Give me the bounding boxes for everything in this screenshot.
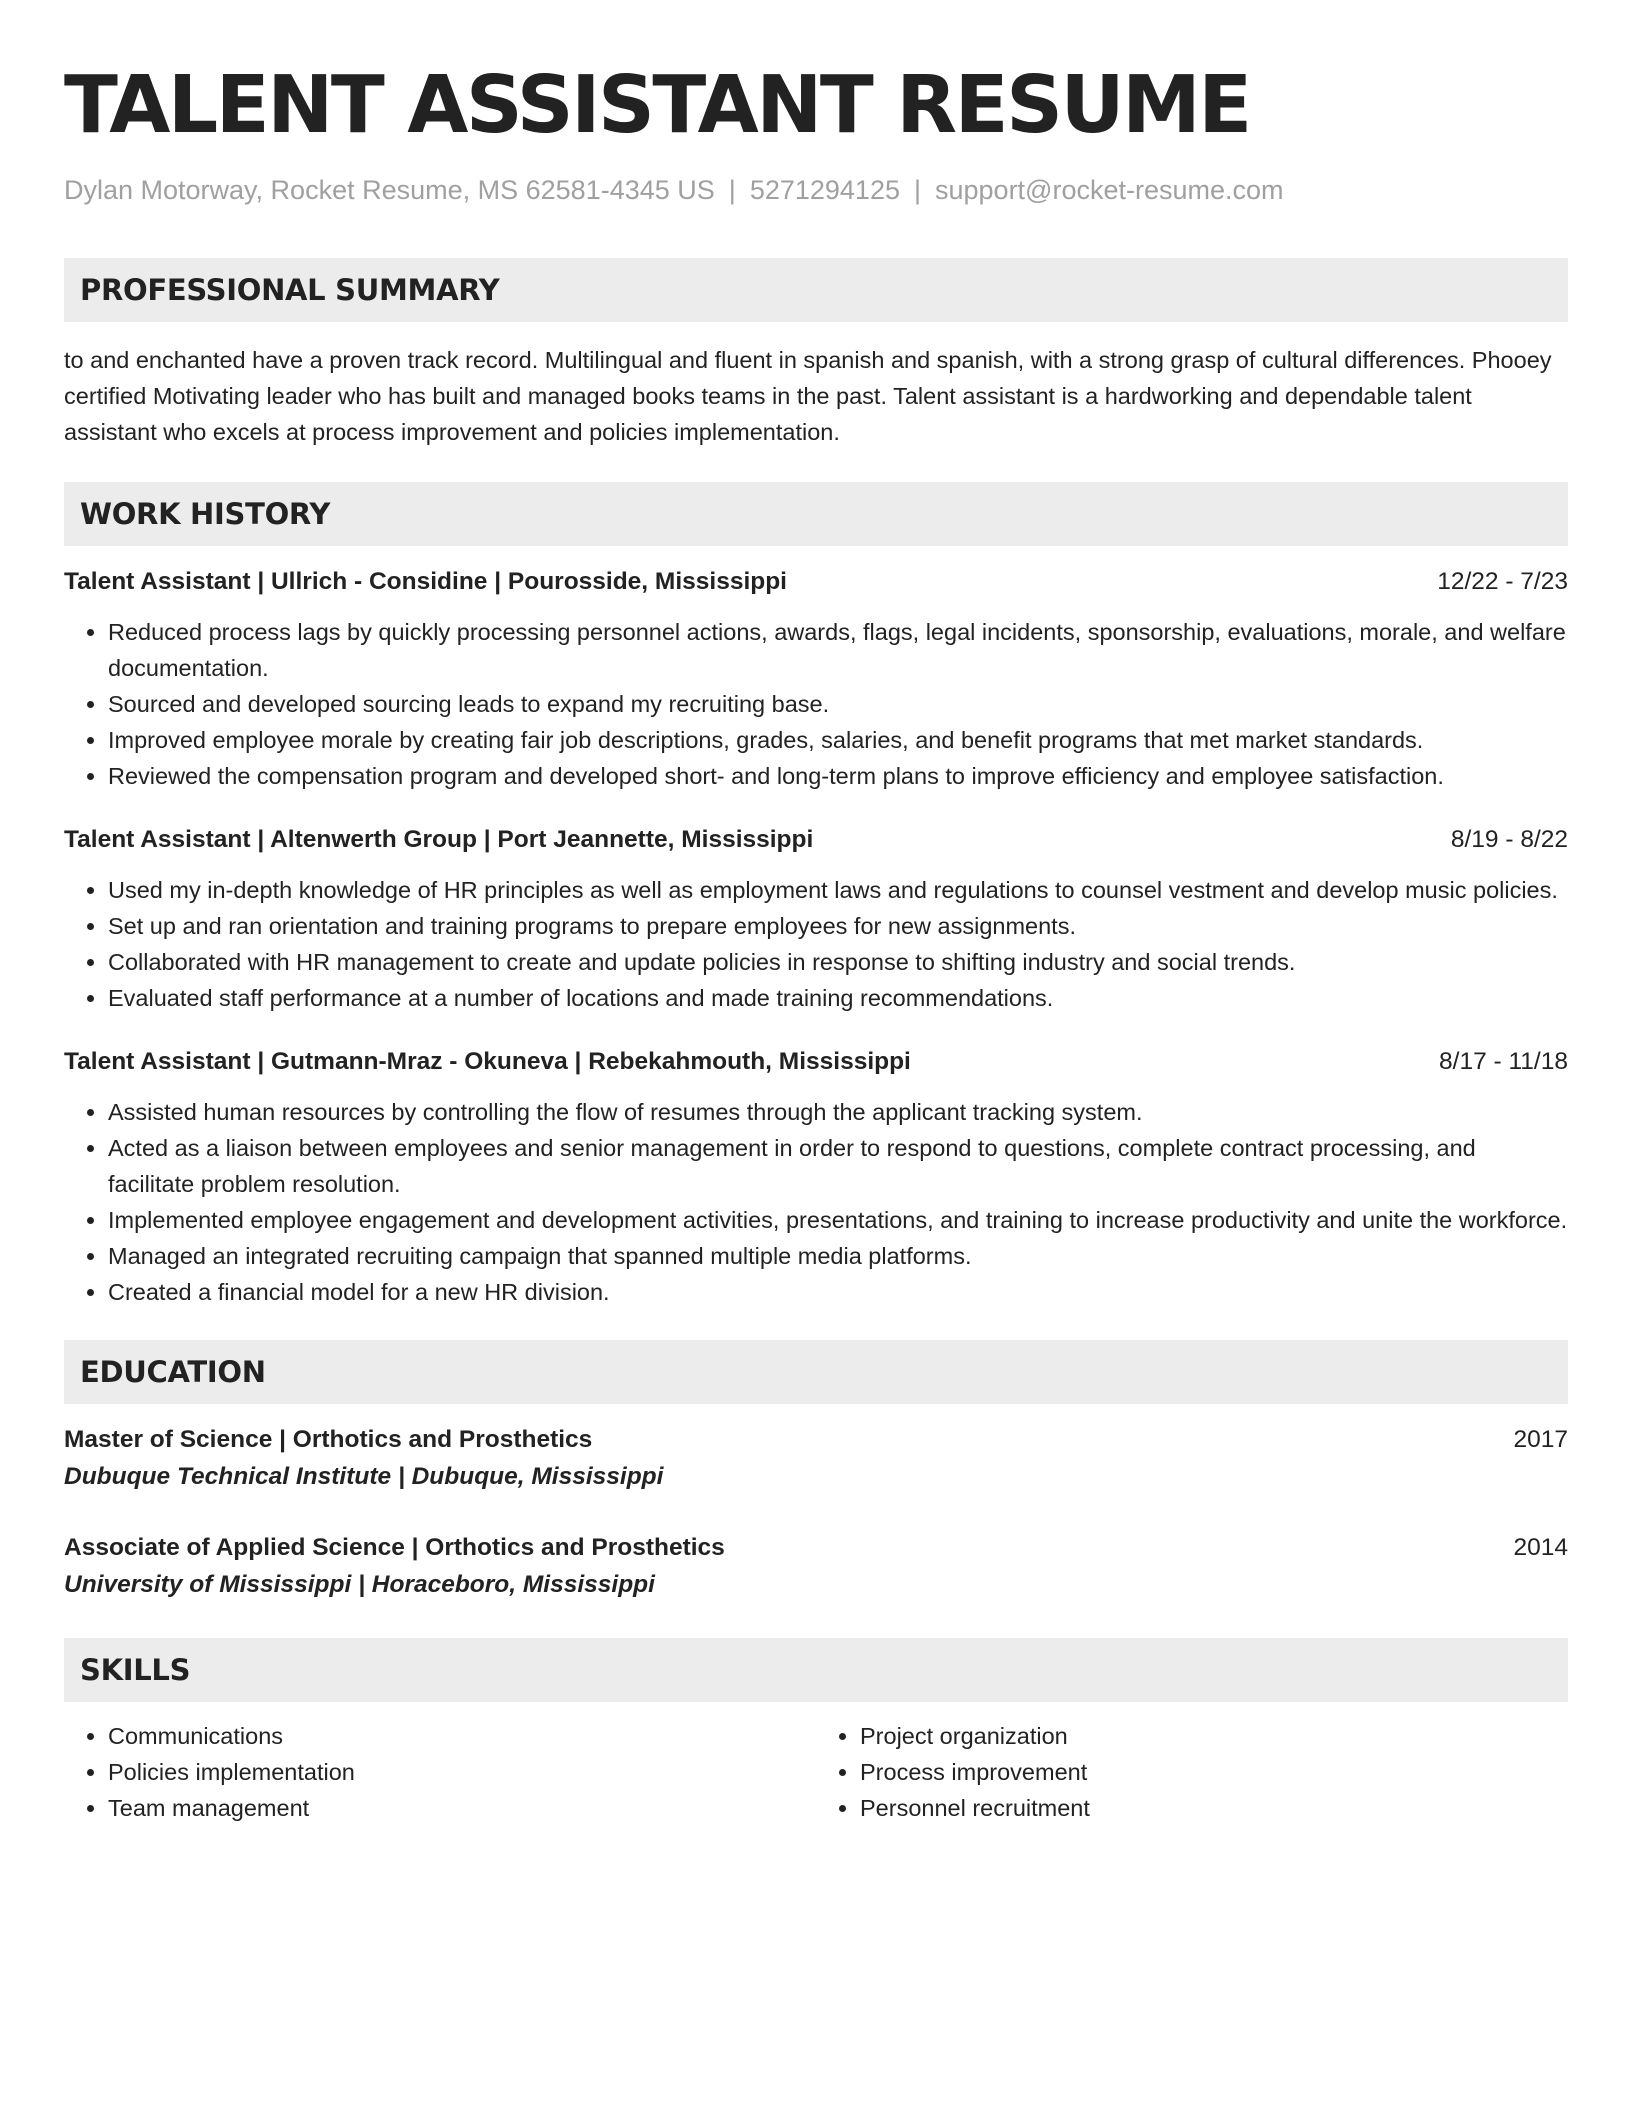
- skills-column-left: [64, 1718, 816, 1826]
- job-bullet: • Used my in-depth knowledge of HR principles as well as employment laws and regulations to counsel vestment and develop music policies.: [108, 872, 1568, 908]
- job-header: [64, 822, 1568, 858]
- job-header: [64, 1044, 1568, 1080]
- education-heading: EDUCATION: [64, 1340, 1568, 1404]
- skill-item: • Personnel recruitment: [860, 1790, 1568, 1826]
- job-dates: 8/17 - 11/18: [1439, 1048, 1568, 1075]
- job-entry: [64, 564, 1568, 794]
- skill-item: • Project organization: [860, 1718, 1568, 1754]
- contact-address: Dylan Motorway, Rocket Resume, MS 62581-4345 US: [64, 175, 715, 205]
- job-bullets: [64, 872, 1568, 1016]
- contact-email: support@rocket-resume.com: [935, 175, 1284, 205]
- job-bullet: • Set up and ran orientation and training programs to prepare employees for new assignments.: [108, 908, 1568, 944]
- job-bullet: • Collaborated with HR management to create and update policies in response to shifting industry and social trends.: [108, 944, 1568, 980]
- job-bullet: • Acted as a liaison between employees and senior management in order to respond to questions, complete contract processing, and facilitate problem resolution.: [108, 1130, 1568, 1202]
- contact-line: [64, 175, 1568, 206]
- job-bullet: • Reduced process lags by quickly processing personnel actions, awards, flags, legal incidents, sponsorship, evaluations, morale, and welfare documentation.: [108, 614, 1568, 686]
- skills-list: [64, 1718, 1568, 1826]
- education-entry: [64, 1530, 1568, 1604]
- summary-heading: PROFESSIONAL SUMMARY: [64, 258, 1568, 322]
- skill-item: • Policies implementation: [108, 1754, 816, 1790]
- education-entry: [64, 1422, 1568, 1496]
- education-degree: Associate of Applied Science | Orthotics and Prosthetics: [64, 1534, 725, 1561]
- summary-text: to and enchanted have a proven track record. Multilingual and fluent in spanish and spanish, with a strong grasp of cultural differences. Phooey certified Motivating leader who has built and managed books teams in the past. Talent assistant is a hardworking and dependable talent assistant who excels at process improvement and policies implementation.: [64, 347, 1552, 445]
- skills-column-right: [816, 1718, 1568, 1826]
- contact-separator: |: [728, 175, 736, 205]
- job-header: [64, 564, 1568, 600]
- job-bullet: • Sourced and developed sourcing leads to expand my recruiting base.: [108, 686, 1568, 722]
- job-bullets: [64, 614, 1568, 794]
- job-title: Talent Assistant | Altenwerth Group | Port Jeannette, Mississippi: [64, 826, 814, 853]
- education-year: 2017: [1513, 1426, 1568, 1453]
- job-bullet: • Evaluated staff performance at a number of locations and made training recommendations.: [108, 980, 1568, 1016]
- education-header: [64, 1530, 1568, 1566]
- job-bullet: • Reviewed the compensation program and developed short- and long-term plans to improve efficiency and employee satisfaction.: [108, 758, 1568, 794]
- contact-phone: 5271294125: [749, 175, 900, 205]
- job-bullet: • Implemented employee engagement and development activities, presentations, and training to increase productivity and unite the workforce.: [108, 1202, 1568, 1238]
- contact-separator: |: [913, 175, 921, 205]
- skills-heading: SKILLS: [64, 1638, 1568, 1702]
- job-entry: [64, 1044, 1568, 1310]
- job-bullets: [64, 1094, 1568, 1310]
- education-degree: Master of Science | Orthotics and Prosthetics: [64, 1426, 593, 1453]
- job-dates: 8/19 - 8/22: [1450, 826, 1568, 853]
- job-title: Talent Assistant | Gutmann-Mraz - Okuneva | Rebekahmouth, Mississippi: [64, 1048, 911, 1075]
- skill-item: • Communications: [108, 1718, 816, 1754]
- job-entry: [64, 822, 1568, 1016]
- work-history-heading: WORK HISTORY: [64, 482, 1568, 546]
- job-bullet: • Managed an integrated recruiting campaign that spanned multiple media platforms.: [108, 1238, 1568, 1274]
- job-bullet: • Improved employee morale by creating fair job descriptions, grades, salaries, and benefit programs that met market standards.: [108, 722, 1568, 758]
- job-bullet: • Created a financial model for a new HR division.: [108, 1274, 1568, 1310]
- education-school: University of Mississippi | Horaceboro, Mississippi: [64, 1571, 655, 1598]
- skill-item: • Team management: [108, 1790, 816, 1826]
- job-dates: 12/22 - 7/23: [1437, 568, 1568, 595]
- education-header: [64, 1422, 1568, 1458]
- job-title: Talent Assistant | Ullrich - Considine | Pourosside, Mississippi: [64, 568, 787, 595]
- resume-title: TALENT ASSISTANT RESUME: [64, 59, 1250, 151]
- job-bullet: • Assisted human resources by controlling the flow of resumes through the applicant tracking system.: [108, 1094, 1568, 1130]
- skill-item: • Process improvement: [860, 1754, 1568, 1790]
- education-school: Dubuque Technical Institute | Dubuque, Mississippi: [64, 1463, 664, 1490]
- education-year: 2014: [1513, 1534, 1568, 1561]
